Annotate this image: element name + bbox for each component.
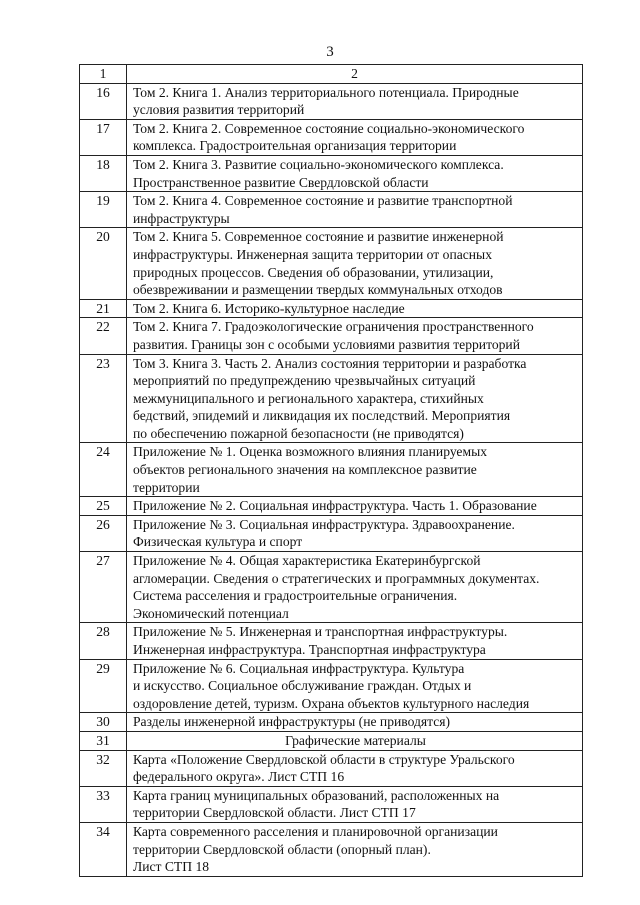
row-number: 31 [80, 731, 127, 750]
row-description [127, 228, 583, 299]
row-description [127, 299, 583, 318]
description-line: Карта современного расселения и планировочной организации [133, 823, 498, 839]
description-line: природных процессов. Сведения об образовании, утилизации, [133, 264, 494, 280]
table-row [80, 228, 583, 299]
table-row [80, 552, 583, 623]
description-line: федерального округа». Лист СТП 16 [133, 769, 345, 785]
table-row [80, 354, 583, 443]
description-line: территории Свердловской области. Лист СТП 17 [133, 805, 416, 821]
row-description [127, 786, 583, 822]
table-row [80, 623, 583, 659]
table-row [80, 786, 583, 822]
row-number: 24 [80, 443, 127, 497]
row-number: 17 [80, 119, 127, 155]
description-line: и искусство. Социальное обслуживание граждан. Отдых и [133, 678, 472, 694]
row-number: 21 [80, 299, 127, 318]
description-line: Том 2. Книга 2. Современное состояние социально-экономического [133, 120, 525, 136]
row-description [127, 713, 583, 732]
description-line: комплекса. Градостроительная организация территории [133, 138, 457, 154]
description-line: Том 2. Книга 7. Градоэкологические ограничения пространственного [133, 319, 534, 335]
row-description [127, 497, 583, 516]
description-line: обезвреживании и размещении твердых коммунальных отходов [133, 282, 503, 298]
table-row [80, 83, 583, 119]
description-line: Экономический потенциал [133, 605, 289, 621]
row-number: 29 [80, 659, 127, 713]
description-line: Том 2. Книга 4. Современное состояние и развитие транспортной [133, 193, 513, 209]
row-description [127, 623, 583, 659]
row-number: 28 [80, 623, 127, 659]
description-line: Разделы инженерной инфраструктуры (не приводятся) [133, 714, 451, 730]
table-row [80, 318, 583, 354]
description-line: Карта «Положение Свердловской области в структуре Уральского [133, 751, 515, 767]
description-line: Том 2. Книга 3. Развитие социально-экономического комплекса. [133, 156, 504, 172]
row-number: 32 [80, 750, 127, 786]
row-description [127, 750, 583, 786]
description-line: межмуниципального и регионального характера, стихийных [133, 390, 484, 406]
description-line: объектов регионального значения на комплексное развитие [133, 462, 477, 478]
table-header-row [80, 65, 583, 84]
row-number: 26 [80, 515, 127, 551]
row-number: 19 [80, 192, 127, 228]
description-line: по обеспечению пожарной безопасности (не приводятся) [133, 425, 464, 441]
description-line: Том 2. Книга 6. Историко-культурное наследие [133, 300, 405, 316]
description-line: Физическая культура и спорт [133, 534, 303, 550]
table-row [80, 659, 583, 713]
row-description [127, 155, 583, 191]
description-line: Приложение № 5. Инженерная и транспортная инфраструктуры. [133, 624, 508, 640]
header-col-1: 1 [80, 65, 127, 84]
row-number: 20 [80, 228, 127, 299]
row-description [127, 552, 583, 623]
description-line: инфраструктуры. Инженерная защита территории от опасных [133, 246, 492, 262]
row-number: 22 [80, 318, 127, 354]
table-row [80, 155, 583, 191]
description-line: Лист СТП 18 [133, 859, 210, 875]
description-line: Инженерная инфраструктура. Транспортная инфраструктура [133, 642, 486, 657]
row-description [127, 318, 583, 354]
description-line: Карта границ муниципальных образований, расположенных на [133, 787, 500, 803]
description-line: оздоровление детей, туризм. Охрана объектов культурного наследия [133, 695, 530, 711]
row-number: 18 [80, 155, 127, 191]
table-row [80, 299, 583, 318]
table-row [80, 713, 583, 732]
table-row [80, 443, 583, 497]
description-line: Пространственное развитие Свердловской области [133, 174, 429, 190]
table-row [80, 822, 583, 876]
description-line: Приложение № 3. Социальная инфраструктура. Здравоохранение. [133, 516, 515, 532]
description-line: территории Свердловской области (опорный план). [133, 841, 431, 857]
row-description [127, 515, 583, 551]
row-number: 23 [80, 354, 127, 443]
row-number: 27 [80, 552, 127, 623]
description-line: Приложение № 6. Социальная инфраструктура. Культура [133, 660, 465, 676]
description-line: условия развития территорий [133, 102, 305, 118]
row-number: 16 [80, 83, 127, 119]
table-row [80, 731, 583, 750]
row-number: 33 [80, 786, 127, 822]
row-number: 25 [80, 497, 127, 516]
table-row [80, 750, 583, 786]
description-line: Графические материалы [285, 732, 426, 748]
row-description [127, 83, 583, 119]
table-row [80, 497, 583, 516]
row-description [127, 659, 583, 713]
description-line: агломерации. Сведения о стратегических и программных документах. [133, 570, 540, 586]
description-line: Приложение № 2. Социальная инфраструктура. Часть 1. Образование [133, 498, 537, 514]
description-line: Том 2. Книга 5. Современное состояние и развитие инженерной [133, 229, 504, 245]
description-line: инфраструктуры [133, 210, 230, 226]
description-line: Том 3. Книга 3. Часть 2. Анализ состояния территории и разработка [133, 355, 527, 371]
row-description [127, 192, 583, 228]
page-number: 3 [326, 44, 334, 60]
description-line: Том 2. Книга 1. Анализ территориального потенциала. Природные [133, 84, 519, 100]
description-line: территории [133, 479, 200, 495]
table-row [80, 119, 583, 155]
description-line: Приложение № 1. Оценка возможного влияния планируемых [133, 444, 488, 460]
row-description [127, 822, 583, 876]
description-line: Приложение № 4. Общая характеристика Екатеринбургской [133, 553, 481, 569]
description-line: бедствий, эпидемий и ликвидация их последствий. Мероприятия [133, 408, 511, 424]
table-row [80, 515, 583, 551]
description-line: Система расселения и градостроительные ограничения. [133, 588, 458, 604]
description-line: развития. Границы зон с особыми условиями развития территорий [133, 336, 520, 352]
row-description [127, 443, 583, 497]
table-row [80, 192, 583, 228]
row-description [127, 119, 583, 155]
header-col-2: 2 [127, 65, 583, 84]
section-heading [127, 731, 583, 750]
row-description [127, 354, 583, 443]
document-table [79, 64, 583, 877]
row-number: 30 [80, 713, 127, 732]
description-line: мероприятий по предупреждению чрезвычайных ситуаций [133, 373, 476, 389]
row-number: 34 [80, 822, 127, 876]
